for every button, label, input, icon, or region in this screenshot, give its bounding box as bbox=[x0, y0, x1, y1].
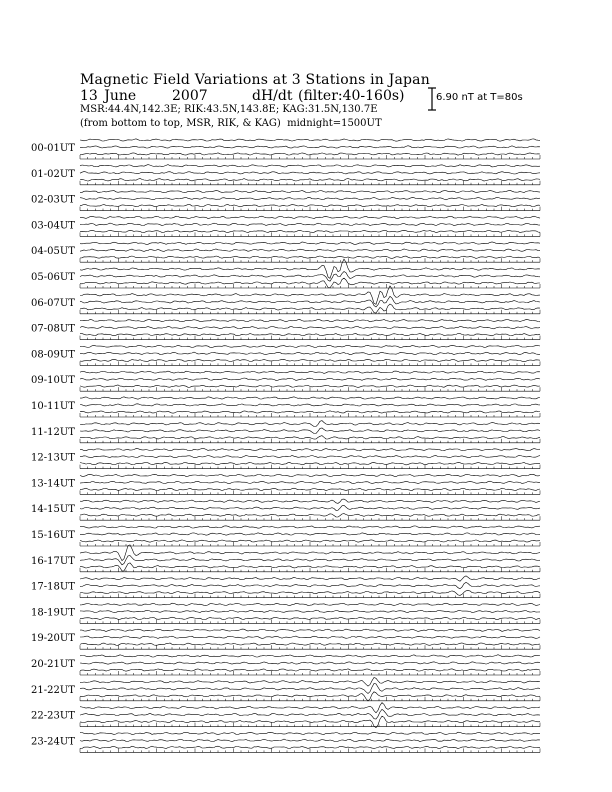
chart-title: Magnetic Field Variations at 3 Stations in Japan bbox=[80, 72, 430, 88]
row-time-label: 22-23UT bbox=[31, 710, 75, 722]
trace-rik bbox=[80, 684, 540, 694]
trace-msr bbox=[80, 204, 540, 206]
row-time-label: 21-22UT bbox=[31, 684, 75, 696]
row-time-label: 15-16UT bbox=[31, 530, 75, 541]
trace-rik bbox=[80, 533, 540, 535]
trace-kag bbox=[80, 449, 540, 451]
trace-row bbox=[31, 603, 540, 623]
trace-row bbox=[31, 421, 540, 443]
trace-rik bbox=[80, 249, 540, 251]
trace-row bbox=[31, 286, 540, 314]
trace-row bbox=[31, 242, 540, 262]
row-time-label: 05-06UT bbox=[31, 272, 75, 283]
trace-row bbox=[31, 732, 540, 752]
trace-kag bbox=[80, 499, 540, 503]
trace-row bbox=[31, 526, 540, 546]
trace-row bbox=[31, 139, 540, 159]
row-time-label: 11-12UT bbox=[31, 426, 75, 438]
trace-row bbox=[31, 545, 540, 572]
trace-rik bbox=[80, 481, 540, 483]
trace-msr bbox=[80, 643, 540, 645]
trace-row bbox=[31, 259, 540, 288]
trace-row bbox=[31, 474, 540, 494]
trace-row bbox=[31, 499, 540, 520]
trace-kag bbox=[80, 242, 540, 244]
trace-rik bbox=[80, 505, 540, 510]
trace-row bbox=[31, 190, 540, 210]
trace-rik bbox=[80, 296, 540, 307]
trace-msr bbox=[80, 153, 540, 155]
station-order-note: (from bottom to top, MSR, RIK, & KAG) bbox=[80, 118, 281, 129]
trace-msr bbox=[80, 617, 540, 619]
date-year: 2007 bbox=[172, 88, 208, 104]
trace-row bbox=[31, 216, 540, 236]
row-time-label: 18-19UT bbox=[31, 607, 75, 619]
trace-rik bbox=[80, 455, 540, 458]
trace-msr bbox=[80, 333, 540, 335]
trace-kag bbox=[80, 474, 540, 476]
row-time-label: 09-10UT bbox=[31, 375, 75, 387]
trace-kag bbox=[80, 629, 540, 631]
trace-rik bbox=[80, 172, 540, 174]
row-time-label: 07-08UT bbox=[31, 323, 75, 335]
row-time-label: 12-13UT bbox=[31, 452, 75, 464]
trace-kag bbox=[80, 319, 540, 321]
trace-msr bbox=[80, 230, 540, 232]
trace-rik bbox=[80, 378, 540, 380]
trace-msr bbox=[80, 746, 540, 748]
trace-row bbox=[31, 678, 540, 701]
trace-kag bbox=[80, 576, 540, 581]
trace-rik bbox=[80, 428, 540, 434]
row-time-label: 01-02UT bbox=[31, 168, 75, 180]
row-time-label: 08-09UT bbox=[31, 349, 75, 361]
trace-rows bbox=[31, 139, 540, 753]
row-time-label: 14-15UT bbox=[31, 504, 75, 516]
date-day: 13 June bbox=[80, 88, 137, 104]
trace-row bbox=[31, 319, 540, 339]
trace-msr bbox=[80, 436, 540, 440]
trace-rik bbox=[80, 636, 540, 638]
row-time-label: 20-21UT bbox=[31, 659, 75, 670]
trace-msr bbox=[80, 540, 540, 542]
trace-kag bbox=[80, 139, 540, 141]
trace-rik bbox=[80, 404, 540, 406]
trace-row bbox=[31, 576, 540, 598]
row-time-label: 06-07UT bbox=[31, 297, 75, 309]
midnight-note: midnight=1500UT bbox=[287, 118, 382, 129]
scale-bar-label: 6.90 nT at T=80s bbox=[436, 92, 523, 103]
trace-row bbox=[31, 345, 540, 365]
quantity-label: dH/dt bbox=[252, 88, 293, 104]
trace-kag bbox=[80, 545, 540, 561]
trace-rik bbox=[80, 662, 540, 664]
trace-row bbox=[31, 165, 540, 185]
trace-kag bbox=[80, 216, 540, 218]
trace-rik bbox=[80, 610, 540, 612]
trace-rik bbox=[80, 197, 540, 199]
trace-msr bbox=[80, 179, 540, 182]
trace-msr bbox=[80, 488, 540, 490]
row-time-label: 13-14UT bbox=[31, 478, 75, 490]
trace-rik bbox=[80, 556, 540, 565]
filter-label: (filter:40-160s) bbox=[298, 88, 405, 104]
trace-kag bbox=[80, 703, 540, 713]
trace-kag bbox=[80, 655, 540, 657]
trace-kag bbox=[80, 397, 540, 399]
row-time-label: 10-11UT bbox=[31, 401, 75, 412]
row-time-label: 19-20UT bbox=[31, 633, 75, 645]
trace-kag bbox=[80, 345, 540, 347]
trace-row bbox=[31, 397, 540, 417]
trace-rik bbox=[80, 272, 540, 282]
scale-bar bbox=[428, 88, 436, 110]
trace-rik bbox=[80, 326, 540, 328]
station-coordinates: MSR:44.4N,142.3E; RIK:43.5N,143.8E; KAG:31.5N,130.7E bbox=[80, 104, 378, 115]
row-time-label: 16-17UT bbox=[31, 555, 75, 567]
row-time-label: 03-04UT bbox=[31, 220, 75, 232]
trace-row bbox=[31, 371, 540, 391]
trace-rik bbox=[80, 223, 540, 226]
trace-rik bbox=[80, 352, 540, 355]
trace-msr bbox=[80, 359, 540, 361]
trace-rik bbox=[80, 146, 540, 148]
trace-kag bbox=[80, 190, 540, 193]
row-time-label: 00-01UT bbox=[31, 143, 75, 154]
trace-rik bbox=[80, 739, 540, 741]
trace-msr bbox=[80, 462, 540, 465]
trace-kag bbox=[80, 678, 540, 687]
trace-kag bbox=[80, 603, 540, 605]
trace-kag bbox=[80, 165, 540, 167]
trace-rik bbox=[80, 709, 540, 719]
trace-row bbox=[31, 703, 540, 728]
trace-kag bbox=[80, 371, 540, 373]
trace-row bbox=[31, 629, 540, 649]
trace-kag bbox=[80, 732, 540, 734]
trace-kag bbox=[80, 526, 540, 528]
trace-msr bbox=[80, 385, 540, 387]
trace-row bbox=[31, 449, 540, 469]
row-time-label: 02-03UT bbox=[31, 194, 75, 206]
trace-rik bbox=[80, 582, 540, 588]
row-time-label: 17-18UT bbox=[31, 581, 75, 593]
trace-kag bbox=[80, 421, 540, 427]
row-time-label: 04-05UT bbox=[31, 246, 75, 258]
trace-msr bbox=[80, 669, 540, 671]
trace-msr bbox=[80, 256, 540, 258]
row-time-label: 23-24UT bbox=[31, 736, 75, 748]
trace-row bbox=[31, 655, 540, 675]
trace-msr bbox=[80, 411, 540, 413]
